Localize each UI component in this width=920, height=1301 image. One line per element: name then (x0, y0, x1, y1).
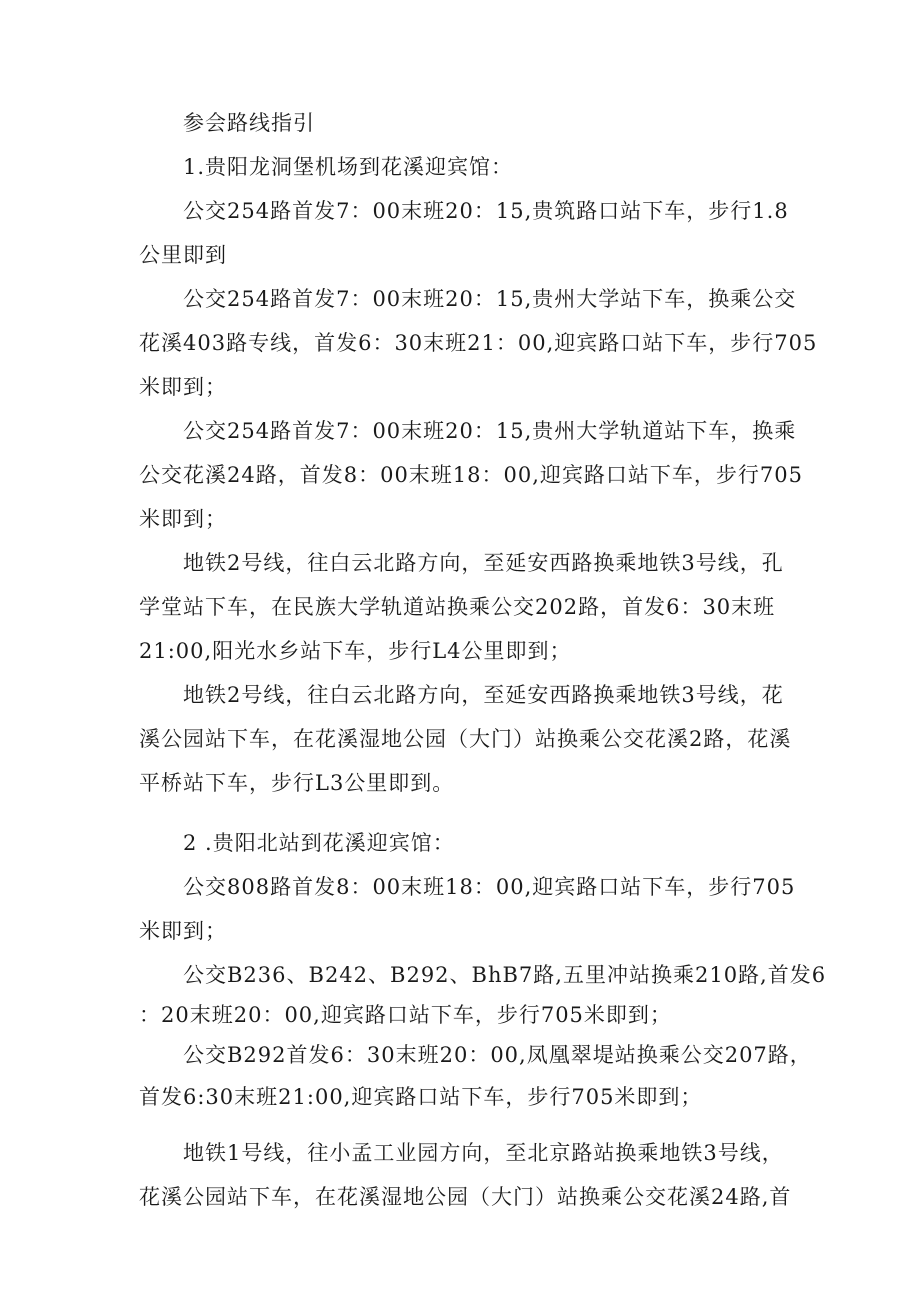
route-7-line-2: ：20末班20：00,迎宾路口站下车，步行705米即到； (139, 1003, 672, 1027)
route-3-line-3: 米即到； (139, 507, 227, 531)
route-6-line-1: 公交808路首发8：00末班18：00,迎宾路口站下车，步行705 (183, 875, 796, 899)
section-heading-1: 1.贵阳龙洞堡机场到花溪迎宾馆： (183, 155, 514, 179)
route-5-line-3: 平桥站下车，步行L3公里即到。 (139, 771, 455, 795)
route-1-line-2: 公里即到 (139, 243, 227, 267)
route-2-line-3: 米即到； (139, 375, 227, 399)
route-8-line-1: 公交B292首发6：30末班20：00,凤凰翠堤站换乘公交207路， (183, 1043, 812, 1067)
route-9-line-1: 地铁1号线，往小孟工业园方向，至北京路站换乘地铁3号线， (183, 1141, 784, 1165)
route-4-line-1: 地铁2号线，往白云北路方向，至延安西路换乘地铁3号线，孔 (183, 551, 784, 575)
section-heading-2: 2 .贵阳北站到花溪迎宾馆： (183, 831, 455, 855)
route-3-line-2: 公交花溪24路，首发8：00末班18：00,迎宾路口站下车，步行705 (139, 463, 804, 487)
route-1-line-1: 公交254路首发7：00末班20：15,贵筑路口站下车，步行1.8 (183, 199, 789, 223)
route-4-line-3: 21:00,阳光水乡站下车，步行L4公里即到； (139, 639, 572, 663)
route-2-line-2: 花溪403路专线，首发6：30末班21：00,迎宾路口站下车，步行705 (139, 331, 818, 355)
route-2-line-1: 公交254路首发7：00末班20：15,贵州大学站下车，换乘公交 (183, 287, 797, 311)
route-5-line-1: 地铁2号线，往白云北路方向，至延安西路换乘地铁3号线，花 (183, 683, 784, 707)
route-3-line-1: 公交254路首发7：00末班20：15,贵州大学轨道站下车，换乘 (183, 419, 797, 443)
page-title: 参会路线指引 (183, 111, 315, 135)
route-6-line-2: 米即到； (139, 919, 227, 943)
route-5-line-2: 溪公园站下车，在花溪湿地公园（大门）站换乘公交花溪2路，花溪 (139, 727, 792, 751)
route-7-line-1: 公交B236、B242、B292、BhB7路,五里冲站换乘210路,首发6 (183, 963, 827, 987)
route-8-line-2: 首发6:30末班21:00,迎宾路口站下车，步行705米即到； (139, 1085, 703, 1109)
route-4-line-2: 学堂站下车，在民族大学轨道站换乘公交202路，首发6：30末班 (139, 595, 776, 619)
route-9-line-2: 花溪公园站下车，在花溪湿地公园（大门）站换乘公交花溪24路,首 (139, 1185, 792, 1209)
